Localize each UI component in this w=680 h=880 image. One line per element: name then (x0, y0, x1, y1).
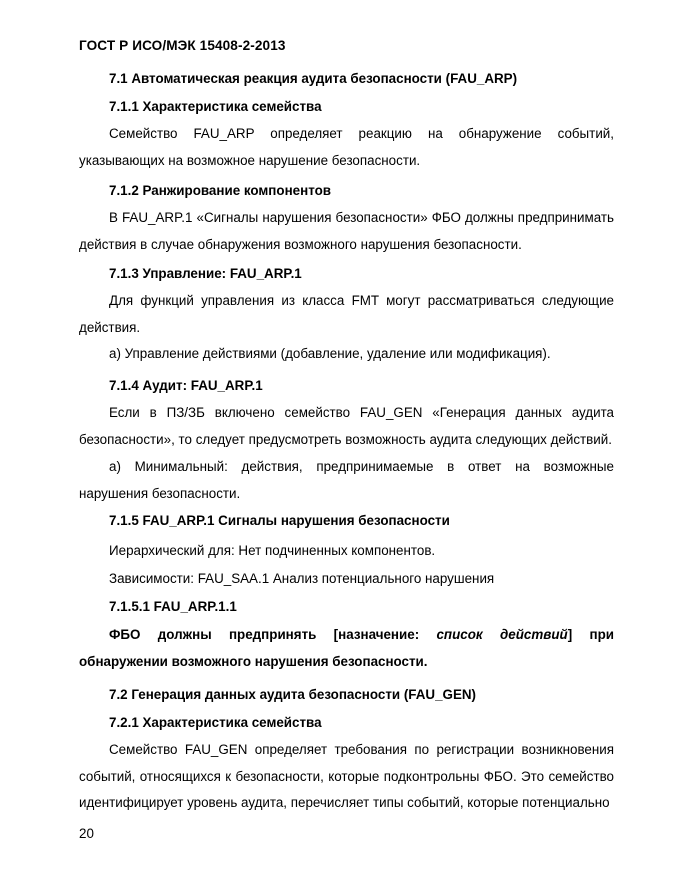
section-7-2-1-heading: 7.2.1 Характеристика семейства (109, 715, 322, 730)
section-7-1-1-paragraph: Семейство FAU_ARP определяет реакцию на обнаружение событий, указывающих на возможное нарушение безопасности. (79, 126, 614, 168)
section-7-1-1-heading: 7.1.1 Характеристика семейства (109, 99, 322, 114)
section-7-2-heading: 7.2 Генерация данных аудита безопасности (FAU_GEN) (109, 687, 477, 702)
section-7-1-5-dependencies: Зависимости: FAU_SAA.1 Анализ потенциального нарушения (109, 571, 495, 586)
section-7-1-4-list-item: а) Минимальный: действия, предпринимаемые в ответ на возможные нарушения безопасности. (79, 459, 614, 501)
section-7-2-1-paragraph: Семейство FAU_GEN определяет требования по регистрации возникновения событий, относящихся к безопасности, которые подконтрольны ФБО. Это семейство идентифицирует уровень аудита, перечисляет типы событий, которые потенциально (79, 742, 614, 810)
section-7-1-3-list-item: а) Управление действиями (добавление, удаление или модификация). (109, 346, 551, 361)
section-7-1-5-1-requirement (79, 622, 614, 675)
section-7-1-4-paragraph: Если в ПЗ/ЗБ включено семейство FAU_GEN «Генерация данных аудита безопасности», то следует предусмотреть возможность аудита следующих действий. (79, 405, 614, 447)
document-header: ГОСТ Р ИСО/МЭК 15408-2-2013 (79, 38, 286, 53)
section-7-1-4-heading: 7.1.4 Аудит: FAU_ARP.1 (109, 378, 263, 393)
section-7-1-5-hierarchy: Иерархический для: Нет подчиненных компонентов. (109, 543, 436, 558)
page-number: 20 (79, 826, 94, 841)
section-7-1-3-heading: 7.1.3 Управление: FAU_ARP.1 (109, 266, 302, 281)
requirement-text-end: ] при обнаружении возможного нарушения безопасности. (79, 627, 614, 669)
requirement-text-start: ФБО должны предпринять [назначение: (109, 627, 437, 642)
section-7-1-2-heading: 7.1.2 Ранжирование компонентов (109, 183, 331, 198)
section-7-1-heading: 7.1 Автоматическая реакция аудита безопасности (FAU_ARP) (109, 71, 518, 86)
section-7-1-2-paragraph: В FAU_ARP.1 «Сигналы нарушения безопасности» ФБО должны предпринимать действия в случае обнаружения возможного нарушения безопасности. (79, 210, 614, 252)
section-7-1-3-paragraph: Для функций управления из класса FMT могут рассматриваться следующие действия. (79, 293, 614, 335)
section-7-1-5-1-heading: 7.1.5.1 FAU_ARP.1.1 (109, 599, 237, 614)
section-7-1-5-heading: 7.1.5 FAU_ARP.1 Сигналы нарушения безопасности (109, 513, 450, 528)
requirement-assignment-italic: список действий (436, 627, 568, 642)
